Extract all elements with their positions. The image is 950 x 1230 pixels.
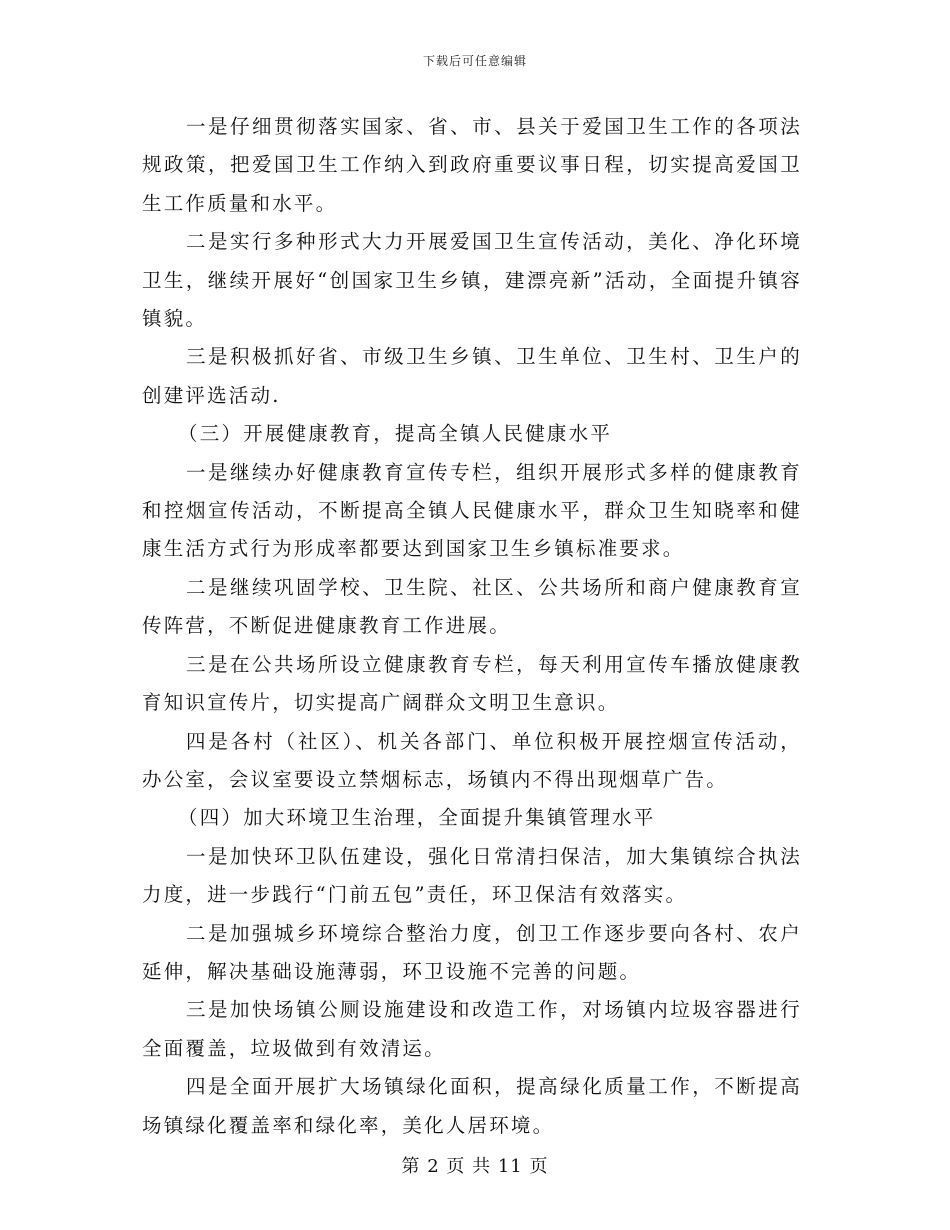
page-number: 第 2 页 共 11 页 bbox=[401, 1156, 549, 1177]
paragraph-7: 四是各村（社区）、机关各部门、单位积极开展控烟宣传活动，办公室，会议室要设立禁烟标志，场镇内不得出现烟草广告。 bbox=[142, 729, 802, 791]
paragraph-11: 四是全面开展扩大场镇绿化面积，提高绿化质量工作，不断提高场镇绿化覆盖率和绿化率，美化人居环境。 bbox=[142, 1075, 802, 1137]
paragraph-9: 二是加强城乡环境综合整治力度，创卫工作逐步要向各村、农户延伸，解决基础设施薄弱，环卫设施不完善的问题。 bbox=[142, 921, 802, 983]
document-body bbox=[142, 108, 802, 1145]
paragraph-6: 三是在公共场所设立健康教育专栏，每天利用宣传车播放健康教育知识宣传片，切实提高广阔群众文明卫生意识。 bbox=[142, 652, 802, 715]
paragraph-4: 一是继续办好健康教育宣传专栏，组织开展形式多样的健康教育和控烟宣传活动，不断提高全镇人民健康水平，群众卫生知晓率和健康生活方式行为形成率都要达到国家卫生乡镇标准要求。 bbox=[142, 460, 802, 561]
paragraph-1: 一是仔细贯彻落实国家、省、市、县关于爱国卫生工作的各项法规政策，把爱国卫生工作纳入到政府重要议事日程，切实提高爱国卫生工作质量和水平。 bbox=[142, 115, 802, 215]
paragraph-3: 三是积极抓好省、市级卫生乡镇、卫生单位、卫生村、卫生户的创建评选活动. bbox=[142, 345, 802, 407]
paragraph-2: 二是实行多种形式大力开展爱国卫生宣传活动，美化、净化环境卫生，继续开展好“创国家卫生乡镇，建漂亮新”活动，全面提升镇容镇貌。 bbox=[142, 230, 802, 331]
paragraph-8: 一是加快环卫队伍建设，强化日常清扫保洁，加大集镇综合执法力度，进一步践行“门前五包”责任，环卫保洁有效落实。 bbox=[142, 844, 802, 907]
page-header: 下载后可任意编辑 bbox=[422, 54, 527, 68]
paragraph-5: 二是继续巩固学校、卫生院、社区、公共场所和商户健康教育宣传阵营，不断促进健康教育工作进展。 bbox=[142, 575, 802, 638]
section-heading-3: （三）开展健康教育，提高全镇人民健康水平 bbox=[178, 422, 613, 446]
section-heading-4: （四）加大环境卫生治理，全面提升集镇管理水平 bbox=[178, 806, 656, 830]
paragraph-10: 三是加快场镇公厕设施建设和改造工作，对场镇内垃圾容器进行全面覆盖，垃圾做到有效清运。 bbox=[142, 998, 802, 1060]
